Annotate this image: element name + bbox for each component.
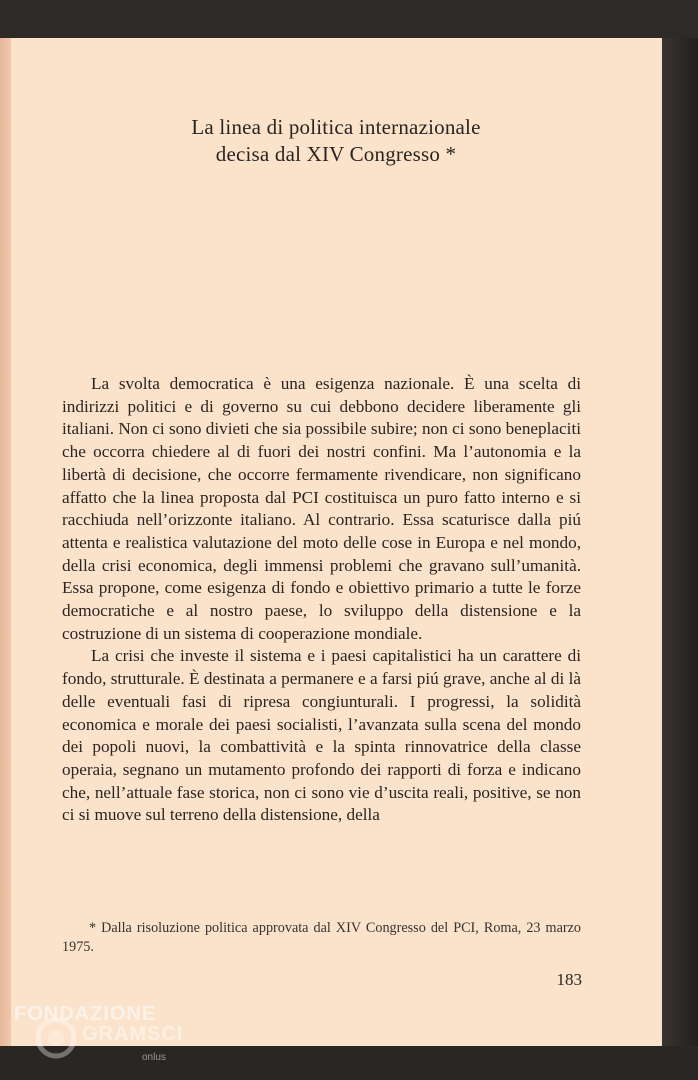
scan-background-right	[662, 38, 698, 1048]
watermark-logo-line-2: GRAMSCI	[82, 1023, 184, 1045]
page-number: 183	[556, 970, 582, 989]
footnote-text: * Dalla risoluzione politica approvata dal XIV Congresso del PCI, Roma, 23 marzo 1975.	[62, 920, 581, 955]
watermark-suffix: onlus	[142, 1052, 166, 1063]
chapter-title-line-1: La linea di politica internazionale	[191, 115, 481, 139]
paragraph-2: La crisi che investe il sistema e i paesi capitalistici ha un carattere di fondo, strutturale. È destinata a permanere e a farsi piú grave, anche al di là delle eventuali fasi di ripresa congiunturali. I progressi, la solidità economica e morale dei paesi socialisti, l’avanzata sulla scena del mondo dei popoli nuovi, la combattività e la spinta rinnovatrice della classe operaia, segnano un mutamento profondo dei rapporti di forza e indicano che, nell’attuale fase storica, non ci sono vie d’uscita reali, positive, se non ci si muove sul terreno della distensione, della	[62, 646, 581, 825]
chapter-title-line-2: decisa dal XIV Congresso *	[215, 142, 457, 166]
scan-background-bottom	[0, 1046, 698, 1080]
chapter-title	[10, 114, 662, 168]
watermark-logo-line-1: FONDAZIONE	[14, 1003, 157, 1025]
body-text	[62, 373, 581, 827]
paragraph-1: La svolta democratica è una esigenza nazionale. È una scelta di indirizzi politici e di governo su cui debbono decidere liberamente gli italiani. Non ci sono divieti che sia possibile subire; non ci sono beneplaciti che occorra chiedere al di fuori dei nostri confini. Ma l’autonomia e la libertà di decisione, che occorre fermamente rivendicare, non significano affatto che la linea proposta dal PCI costituisca un puro fatto interno e si racchiuda nell’orizzonte italiano. Al contrario. Essa scaturisce dalla piú attenta e realistica valutazione del moto delle cose in Europa e nel mondo, della crisi economica, degli immensi problemi che gravano sull’umanità. Essa propone, come esigenza di fondo e obiettivo primario a tutte le forze democratiche e al nostro paese, lo sviluppo della distensione e la costruzione di un sistema di cooperazione mondiale.	[62, 374, 581, 643]
scan-background-top	[0, 0, 698, 40]
footnote	[62, 919, 581, 957]
